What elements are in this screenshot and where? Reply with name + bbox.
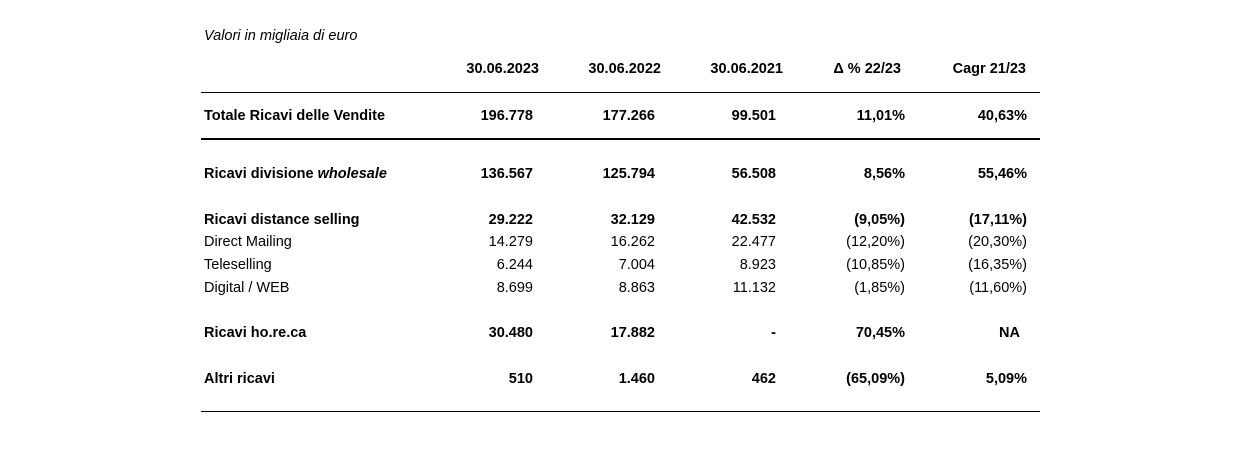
table-row-wholesale bbox=[0, 164, 1241, 184]
value-2022: 177.266 bbox=[602, 108, 655, 124]
value-2021: 42.532 bbox=[731, 212, 776, 228]
value-2021: 462 bbox=[751, 371, 776, 387]
value-cagr: (20,30%) bbox=[968, 234, 1027, 250]
value-cagr: NA bbox=[999, 325, 1020, 341]
header-divider bbox=[201, 92, 1040, 93]
value-delta: (10,85%) bbox=[846, 257, 905, 273]
row-label-italic: wholesale bbox=[317, 166, 387, 182]
value-cagr: (17,11%) bbox=[968, 212, 1027, 228]
col-header-2023: 30.06.2023 bbox=[466, 61, 539, 77]
table-row-distance-selling bbox=[0, 210, 1241, 230]
value-2023: 29.222 bbox=[488, 212, 533, 228]
value-2023: 30.480 bbox=[488, 325, 533, 341]
value-2021: 56.508 bbox=[731, 166, 776, 182]
col-header-2022: 30.06.2022 bbox=[588, 61, 661, 77]
row-label: Ricavi divisione wholesale bbox=[204, 166, 387, 182]
row-label: Ricavi distance selling bbox=[204, 212, 360, 228]
table-row-direct-mailing bbox=[0, 232, 1241, 252]
value-2021: 22.477 bbox=[731, 234, 776, 250]
table-row-horeca bbox=[0, 323, 1241, 343]
value-2023: 8.699 bbox=[496, 280, 533, 296]
value-delta: (12,20%) bbox=[846, 234, 905, 250]
table-header bbox=[0, 59, 1241, 79]
value-2023: 6.244 bbox=[496, 257, 533, 273]
row-label: Totale Ricavi delle Vendite bbox=[204, 108, 386, 124]
col-header-2021: 30.06.2021 bbox=[710, 61, 783, 77]
row-label: Ricavi ho.re.ca bbox=[204, 325, 307, 341]
value-2022: 125.794 bbox=[602, 166, 655, 182]
value-delta: (9,05%) bbox=[854, 212, 905, 228]
value-2022: 32.129 bbox=[610, 212, 655, 228]
value-delta: (65,09%) bbox=[846, 371, 905, 387]
row-label: Teleselling bbox=[204, 257, 272, 273]
table-row-altri-ricavi bbox=[0, 369, 1241, 389]
value-cagr: 40,63% bbox=[977, 108, 1027, 124]
row-label: Direct Mailing bbox=[204, 234, 292, 250]
value-2023: 510 bbox=[508, 371, 533, 387]
value-cagr: 5,09% bbox=[985, 371, 1027, 387]
value-2021: 11.132 bbox=[732, 280, 776, 296]
value-2022: 7.004 bbox=[618, 257, 655, 273]
value-delta: (1,85%) bbox=[854, 280, 905, 296]
value-delta: 11,01% bbox=[856, 108, 905, 124]
table-row-digital-web bbox=[0, 278, 1241, 298]
value-delta: 70,45% bbox=[855, 325, 905, 341]
row-label: Digital / WEB bbox=[204, 280, 290, 296]
units-note: Valori in migliaia di euro bbox=[204, 28, 358, 44]
col-header-cagr: Cagr 21/23 bbox=[952, 61, 1026, 77]
table-row-totale bbox=[0, 106, 1241, 126]
value-2022: 16.262 bbox=[610, 234, 655, 250]
table-row-teleselling bbox=[0, 255, 1241, 275]
value-2023: 196.778 bbox=[480, 108, 533, 124]
col-header-delta: Δ % 22/23 bbox=[833, 61, 901, 77]
value-2021: 8.923 bbox=[739, 257, 776, 273]
row-label: Altri ricavi bbox=[204, 371, 275, 387]
value-2023: 14.279 bbox=[488, 234, 533, 250]
value-cagr: (11,60%) bbox=[969, 280, 1027, 296]
value-2021: 99.501 bbox=[731, 108, 776, 124]
total-divider bbox=[201, 138, 1040, 140]
value-cagr: 55,46% bbox=[977, 166, 1027, 182]
value-2021: - bbox=[771, 325, 776, 341]
value-delta: 8,56% bbox=[863, 166, 905, 182]
bottom-divider bbox=[201, 411, 1040, 412]
value-2023: 136.567 bbox=[480, 166, 533, 182]
value-2022: 17.882 bbox=[610, 325, 655, 341]
value-2022: 8.863 bbox=[618, 280, 655, 296]
value-2022: 1.460 bbox=[618, 371, 655, 387]
value-cagr: (16,35%) bbox=[968, 257, 1027, 273]
